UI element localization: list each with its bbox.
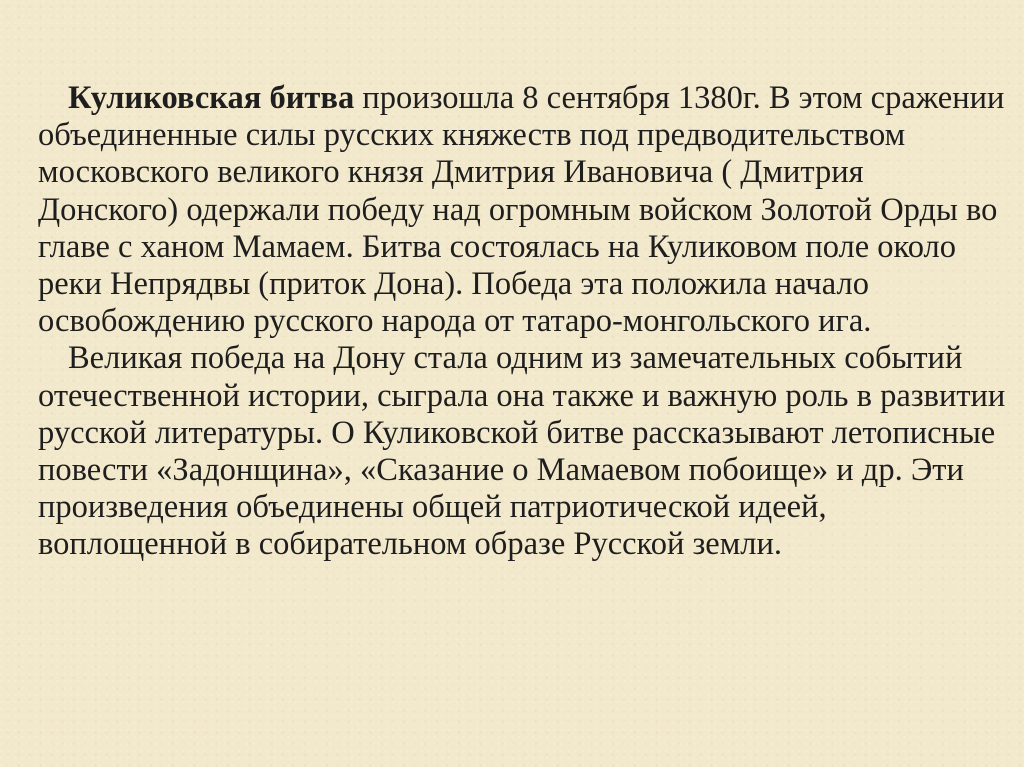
body-text — [38, 80, 1010, 564]
paragraph-1 — [38, 80, 1010, 340]
paragraph-1-text: произошла 8 сентября 1380г. В этом сражении объединенные силы русских княжеств под предводительством московского великого князя Дмитрия Ивановича ( Дмитрия Донского) одержали победу над огромным войском Золотой Орды во главе с ханом Мамаем. Битва состоялась на Куликовом поле около реки Непрядвы (приток Дона). Победа эта положила начало освобождению русского народа от татаро-монгольского ига. — [38, 80, 1005, 340]
paragraph-2: Великая победа на Дону стала одним из замечательных событий отечественной истории, сыграла она также и важную роль в развитии русской литературы. О Куликовской битве рассказывают летописные повести «Задонщина», «Сказание о Мамаевом побоище» и др. Эти произведения объединены общей патриотической идеей, воплощенной в собирательном образе Русской земли. — [38, 340, 1006, 563]
bold-term: Куликовская битва — [68, 80, 355, 116]
